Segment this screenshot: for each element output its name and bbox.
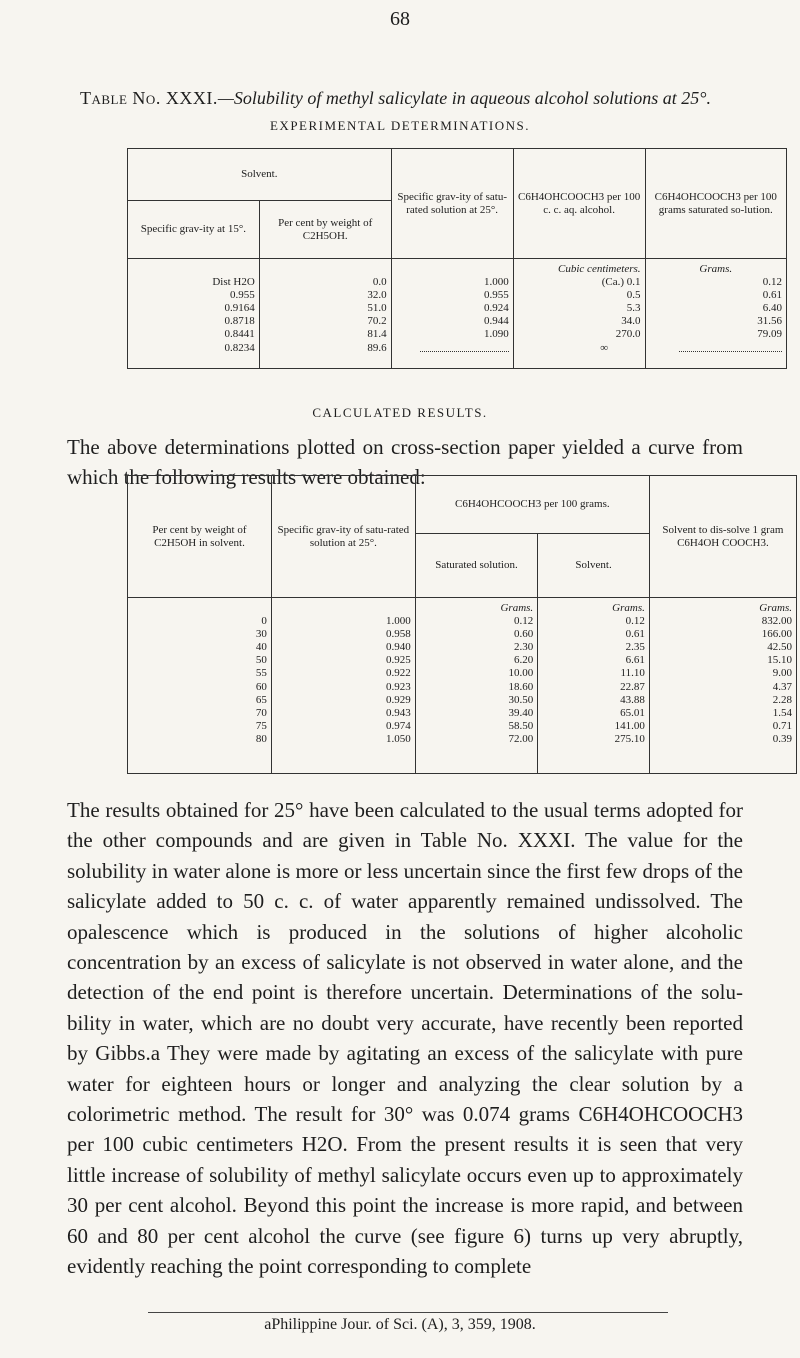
experimental-heading: EXPERIMENTAL DETERMINATIONS.	[269, 118, 531, 133]
col-pct: 0.0 32.0 51.0 70.2 81.4 89.6	[259, 259, 391, 369]
col-dissolve: Grams. 832.00 166.00 42.50 15.10 9.00 4.37 2.28 1.54 0.71 0.39	[649, 598, 796, 774]
table-number: Table No. XXXI.	[80, 88, 218, 108]
header-pct: Per cent by weight of C2H5OH.	[259, 201, 391, 259]
header-saturated: Saturated solution.	[415, 534, 537, 598]
page-number: 68	[390, 8, 410, 30]
col-saturated: Grams. 0.12 0.60 2.30 6.20 10.00 18.60 30.50 39.40 58.50 72.00	[415, 598, 537, 774]
calculated-heading: CALCULATED RESULTS.	[312, 405, 488, 420]
header-pct: Per cent by weight of C2H5OH in solvent.	[128, 476, 272, 598]
header-sg15: Specific grav-ity at 15°.	[128, 201, 260, 259]
col-sg: 1.000 0.958 0.940 0.925 0.922 0.923 0.929 0.943 0.974 1.050	[271, 598, 415, 774]
header-grams: C6H4OHCOOCH3 per 100 grams saturated so-lution.	[645, 149, 786, 259]
col-grams: Grams. 0.12 0.61 6.40 31.56 79.09	[645, 259, 786, 369]
body-paragraph: The results obtained for 25° have been calculated to the usual terms adopted for the other compounds and are given in Table No. XXXI. The value for the solubility in water alone is more or less uncertain since the first few drops of the salicylate added to 50 c. c. of water apparently remained undissolved. The opalescence which is produced in the solutions of higher alcoholic concentration by an excess of salicylate is not observed in water alone, and the detection of the end point is therefore uncertain. Determinations of the solu-bility in water, which are no doubt very accurate, have recently been reported by Gibbs.a They were made by agitating an excess of the salicylate with pure water for eighteen hours or longer and analyzing the clear solution by a colorimetric method. The result for 30° was 0.074 grams C6H4OHCOOCH3 per 100 cubic centimeters H2O. From the present results it is seen that very little increase of solubility of methyl salicylate occurs even up to approximately 30 per cent alcohol. Beyond this point the increase is more rapid, and between 60 and 80 per cent alcohol the curve (see figure 6) turns up very abruptly, evidently reaching the point corresponding to complete	[67, 798, 743, 1279]
col-pct: 0 30 40 50 55 60 65 70 75 80	[128, 598, 272, 774]
footnote-rule	[148, 1312, 668, 1313]
col-cc: Cubic centimeters. (Ca.) 0.1 0.5 5.3 34.0 270.0 ∞	[513, 259, 645, 369]
footnote: aPhilippine Jour. of Sci. (A), 3, 359, 1908.	[264, 1316, 536, 1333]
dotted-leader	[679, 342, 782, 352]
header-per100: C6H4OHCOOCH3 per 100 grams.	[415, 476, 649, 534]
intro-paragraph: The above determinations plotted on cross-section paper yielded a curve from which the following results were obtained:	[67, 435, 743, 489]
col-solvent: Grams. 0.12 0.61 2.35 6.61 11.10 22.87 43.88 65.01 141.00 275.10	[538, 598, 650, 774]
header-sg: Specific grav-ity of satu-rated solution at 25°.	[271, 476, 415, 598]
table-caption	[80, 88, 711, 109]
experimental-table	[127, 148, 787, 369]
col-sg15: Dist H2O 0.955 0.9164 0.8718 0.8441 0.8234	[128, 259, 260, 369]
calculated-table	[127, 475, 797, 774]
table-title: —Solubility of methyl salicylate in aqueous alcohol solutions at 25°.	[217, 88, 711, 108]
header-solvent: Solvent.	[128, 149, 392, 201]
col-sg25: 1.000 0.955 0.924 0.944 1.090	[391, 259, 513, 369]
header-sg25: Specific grav-ity of satu-rated solution at 25°.	[391, 149, 513, 259]
header-solvent: Solvent.	[538, 534, 650, 598]
header-dissolve: Solvent to dis-solve 1 gram C6H4OH COOCH3.	[649, 476, 796, 598]
dotted-leader	[420, 342, 508, 352]
header-cc: C6H4OHCOOCH3 per 100 c. c. aq. alcohol.	[513, 149, 645, 259]
